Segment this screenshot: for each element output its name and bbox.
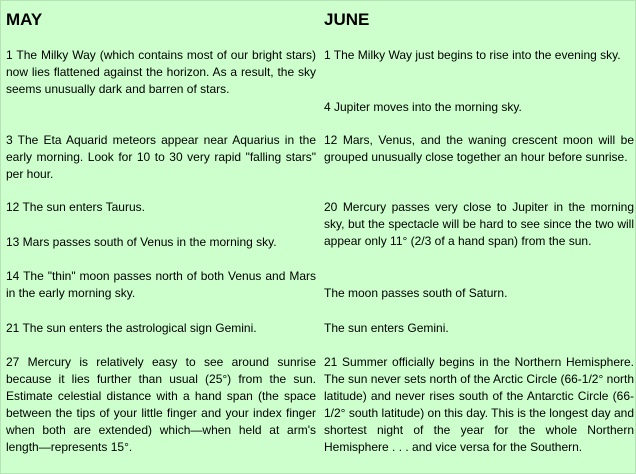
june-entry: The sun enters Gemini. xyxy=(324,321,449,335)
june-entry: 1 The Milky Way just begins to rise into the evening sky. xyxy=(324,48,621,62)
may-entry: 27 Mercury is relatively easy to see around sunrise because it lies further than usual (25°) from the sun. Estimate celestial distance with a hand span (the space between the tips of your little finger and your index finger when both are extended) which—when held at arm's length—represents 15°. xyxy=(6,355,316,454)
may-entry: 12 The sun enters Taurus. xyxy=(6,200,145,214)
june-entry: 21 Summer officially begins in the Northern Hemisphere. The sun never sets north of the Arctic Circle (66-1/2° north latitude) and never rises south of the Antarctic Circle (66-1/2° south latitude) on this day. This is the longest day and shortest night of the year for the whole Northern Hemisphere . . . and vice versa for the Southern. xyxy=(324,355,634,454)
may-entry: 21 The sun enters the astrological sign Gemini. xyxy=(6,321,257,335)
may-heading: MAY xyxy=(6,10,43,29)
may-entry: 14 The "thin" moon passes north of both Venus and Mars in the early morning sky. xyxy=(6,269,316,300)
june-entry: 12 Mars, Venus, and the waning crescent moon will be grouped unusually close together an hour before sunrise. xyxy=(324,133,634,164)
june-column xyxy=(324,1,634,454)
june-heading: JUNE xyxy=(324,10,370,29)
june-entry: The moon passes south of Saturn. xyxy=(324,286,508,300)
may-entry: 13 Mars passes south of Venus in the morning sky. xyxy=(6,235,277,249)
june-entry: 20 Mercury passes very close to Jupiter in the morning sky, but the spectacle will be hard to see since the two will appear only 11° (2/3 of a hand span) from the sun. xyxy=(324,200,634,248)
may-column xyxy=(6,1,316,454)
may-entry: 3 The Eta Aquarid meteors appear near Aquarius in the early morning. Look for 10 to 30 very rapid "falling stars" per hour. xyxy=(6,133,316,181)
may-entry: 1 The Milky Way (which contains most of our bright stars) now lies flattened against the horizon. As a result, the sky seems unusually dark and barren of stars. xyxy=(6,48,316,96)
june-entry: 4 Jupiter moves into the morning sky. xyxy=(324,100,522,114)
